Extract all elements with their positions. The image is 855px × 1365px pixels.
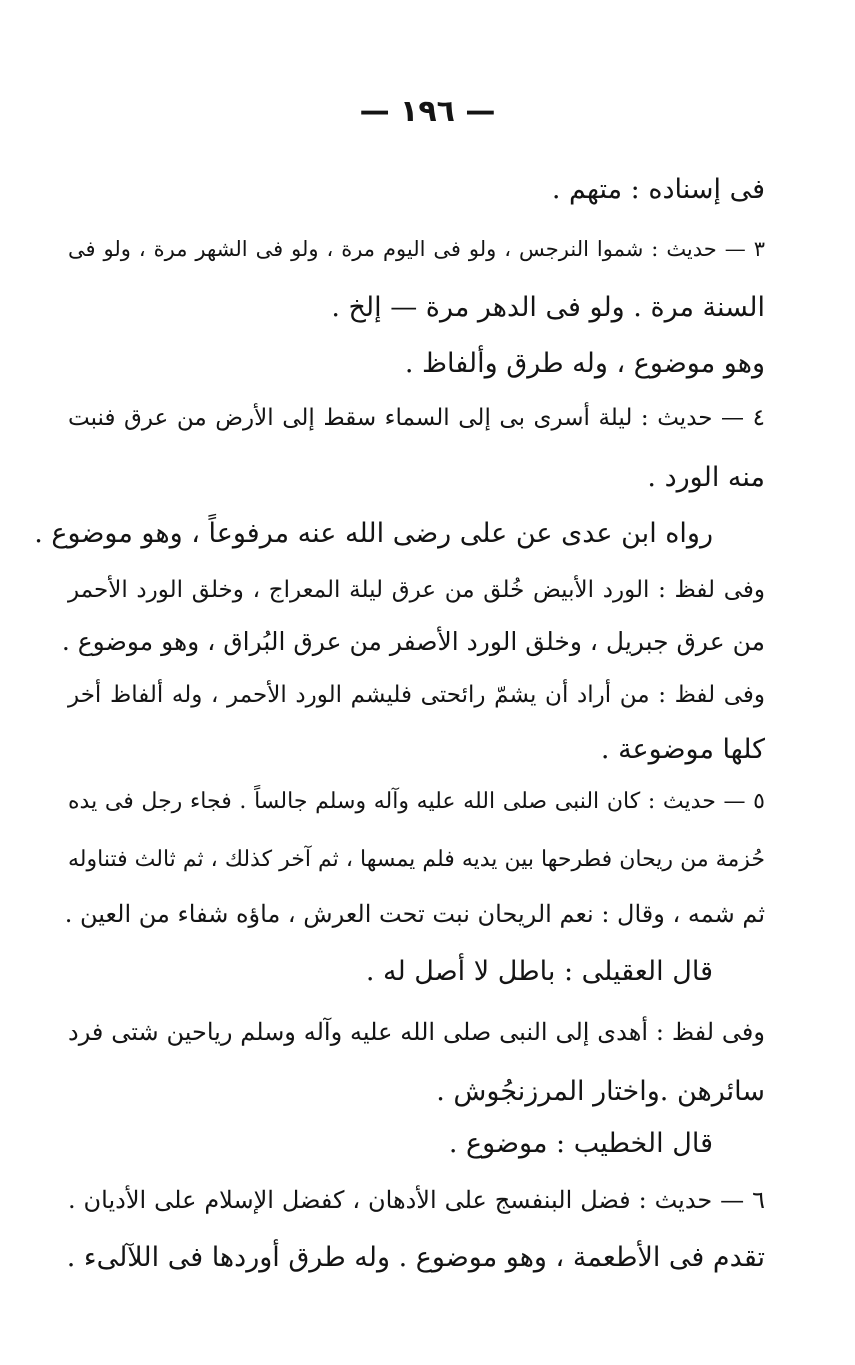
text-line: ثم شمه ، وقال : نعم الريحان نبت تحت العرش ، ماؤه شفاء من العين . (64, 900, 765, 928)
text-line: رواه ابن عدى عن على رضى الله عنه مرفوعاً ، وهو موضوع . (34, 518, 713, 549)
text-line: وهو موضوع ، وله طرق وألفاظ . (404, 348, 765, 379)
text-line: سائرهن .واختار المرزنجُوش . (436, 1076, 765, 1107)
hadith-3-line: ٣ — حديث : شموا النرجس ، ولو فى اليوم مرة ، ولو فى الشهر مرة ، ولو فى (68, 237, 765, 261)
text-line: فى إسناده : متهم . (551, 174, 765, 205)
text-line: قال الخطيب : موضوع . (448, 1128, 713, 1159)
text-line: منه الورد . (647, 462, 765, 493)
text-line: وفى لفظ : من أراد أن يشمّ رائحتى فليشم الورد الأحمر ، وله ألفاظ أخر (68, 682, 765, 708)
text-line: وفى لفظ : أهدى إلى النبى صلى الله عليه وآله وسلم رياحين شتى فرد (68, 1018, 765, 1046)
text-line: السنة مرة . ولو فى الدهر مرة — إلخ . (331, 292, 765, 323)
page-number: — ١٩٦ — (359, 94, 496, 129)
text-line: وفى لفظ : الورد الأبيض خُلق من عرق ليلة المعراج ، وخلق الورد الأحمر (68, 577, 765, 603)
text-line: من عرق جبريل ، وخلق الورد الأصفر من عرق البُراق ، وهو موضوع . (61, 627, 765, 656)
text-line: قال العقيلى : باطل لا أصل له . (365, 956, 713, 987)
hadith-6-line: ٦ — حديث : فضل البنفسج على الأدهان ، كفضل الإسلام على الأديان . (68, 1186, 765, 1214)
text-line: تقدم فى الأطعمة ، وهو موضوع . وله طرق أوردها فى اللآلىء . (66, 1242, 765, 1273)
text-line: كلها موضوعة . (600, 734, 765, 765)
hadith-5-line: ٥ — حديث : كان النبى صلى الله عليه وآله وسلم جالساً . فجاء رجل فى يده (68, 789, 765, 814)
text-line: حُزمة من ريحان فطرحها بين يديه فلم يمسها ، ثم آخر كذلك ، ثم ثالث فتناوله (68, 847, 765, 872)
hadith-4-line: ٤ — حديث : ليلة أسرى بى إلى السماء سقط إلى الأرض من عرق فنبت (68, 405, 765, 431)
